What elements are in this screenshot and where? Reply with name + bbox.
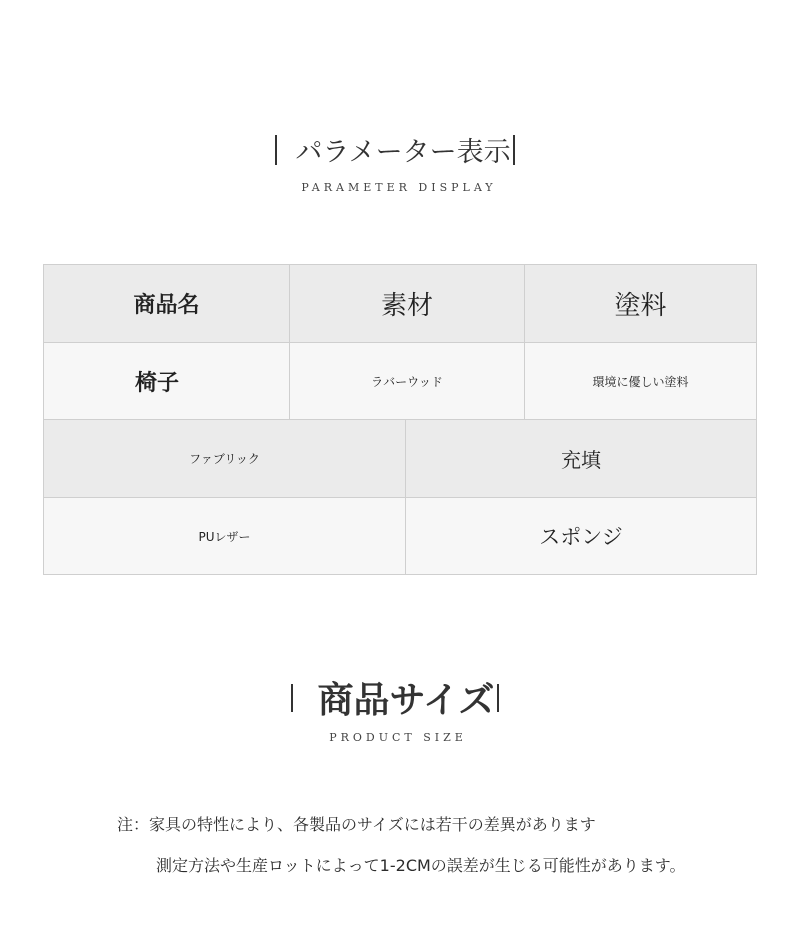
title-left-bar xyxy=(291,684,293,712)
table-cell-product-name-label: 商品名 xyxy=(44,265,289,342)
table-cell-paint-value: 環境に優しい塗料 xyxy=(524,343,756,419)
table-row xyxy=(44,419,756,497)
parameter-title-text: パラメーター表示 xyxy=(295,137,511,168)
size-title xyxy=(291,672,498,723)
parameter-subtitle: PARAMETER DISPLAY xyxy=(301,181,497,194)
table-cell-paint-label: 塗料 xyxy=(524,265,756,342)
table-row xyxy=(44,342,756,419)
parameter-table xyxy=(43,264,757,575)
table-cell-material-label: 素材 xyxy=(289,265,524,342)
parameter-title xyxy=(275,130,514,169)
size-title-text: 商品サイズ xyxy=(317,680,495,721)
table-cell-fabric-label: ファブリック xyxy=(44,420,405,497)
table-cell-filling-value: スポンジ xyxy=(405,498,756,574)
table-cell-product-name-value: 椅子 xyxy=(135,370,180,396)
table-cell-fabric-value: PUレザー xyxy=(198,529,251,544)
table-cell-filling-label: 充填 xyxy=(405,420,756,497)
size-subtitle: PRODUCT SIZE xyxy=(329,731,467,744)
table-cell-material-value: ラバーウッド xyxy=(289,343,524,419)
table-row xyxy=(44,265,756,342)
title-left-bar xyxy=(275,135,277,165)
table-row xyxy=(44,497,756,574)
size-note-line-1: 注：家具の特性により、各製品のサイズには若干の差異があります xyxy=(117,815,596,834)
title-right-bar xyxy=(497,684,499,712)
parameter-heading xyxy=(0,130,790,194)
size-heading xyxy=(0,672,790,744)
title-right-bar xyxy=(513,135,515,165)
size-note-line-2: 測定方法や生産ロットによって1-2CMの誤差が生じる可能性があります。 xyxy=(156,856,686,875)
